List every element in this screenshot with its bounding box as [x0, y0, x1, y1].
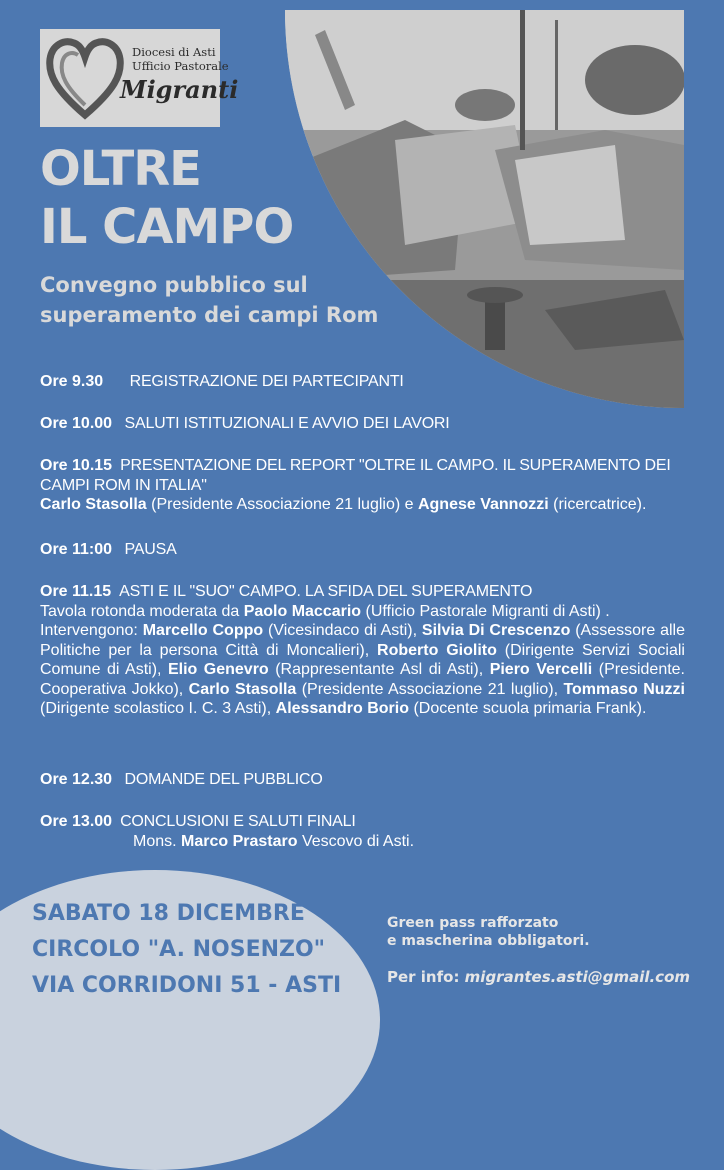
- subtitle-line-1: Convegno pubblico sul: [40, 273, 308, 297]
- item-text: PAUSA: [124, 541, 177, 558]
- event-title: [40, 140, 293, 256]
- speaker-role: (Docente scuola primaria Frank).: [409, 700, 647, 717]
- speaker-name: Agnese Vannozzi: [417, 496, 549, 513]
- item-text: PRESENTAZIONE DEL REPORT "OLTRE IL CAMPO. IL SUPERAMENTO DEI CAMPI ROM IN ITALIA": [40, 457, 671, 494]
- item-text: SALUTI ISTITUZIONALI E AVVIO DEI LAVORI: [124, 415, 450, 432]
- info-label: Per info:: [387, 968, 465, 986]
- speaker-role: (Rappresentante Asl di Asti),: [268, 661, 490, 678]
- speaker-name: Alessandro Borio: [275, 700, 409, 717]
- speaker-role: (Assessore alle Politiche per la persona Città di Moncalieri),: [40, 622, 686, 659]
- item-text: REGISTRAZIONE DEI PARTECIPANTI: [129, 373, 404, 390]
- program-item-2: [40, 414, 685, 434]
- contact-info: [387, 968, 690, 986]
- event-date: SABATO 18 DICEMBRE: [32, 901, 305, 926]
- program-item-1: [40, 372, 685, 392]
- speaker-role: (Presidente Associazione 21 luglio),: [296, 680, 564, 698]
- program-item-5: [40, 582, 685, 719]
- speakers-label: Intervengono:: [40, 622, 143, 639]
- logo-line-1: Diocesi di Asti: [132, 45, 216, 59]
- speaker-role: (ricercatrice).: [548, 496, 647, 513]
- bishop-role: Vescovo di Asti.: [297, 832, 415, 850]
- item-time: Ore 11.15: [40, 583, 112, 600]
- round-table-text: [40, 602, 685, 719]
- speaker-name: Elio Genevro: [167, 661, 269, 678]
- item-time: Ore 10.00: [40, 415, 113, 432]
- item-time: Ore 10.15: [40, 457, 113, 474]
- item-time: Ore 9.30: [40, 373, 104, 390]
- venue-name: CIRCOLO "A. NOSENZO": [32, 937, 326, 962]
- bishop-title: Mons.: [133, 832, 182, 850]
- speaker-role: (Dirigente Servizi Sociali Comune di Asti),: [40, 641, 685, 678]
- heart-logo-icon: [46, 35, 124, 121]
- event-subtitle: [40, 270, 378, 330]
- venue-address: VIA CORRIDONI 51 - ASTI: [32, 973, 342, 998]
- speaker-name: Piero Vercelli: [489, 661, 593, 678]
- item-time: Ore 13.00: [40, 813, 113, 830]
- logo-line-3: Migranti: [120, 75, 239, 104]
- camp-photo: [285, 10, 684, 408]
- logo-line-2: Ufficio Pastorale: [132, 59, 229, 73]
- moderator-role: (Ufficio Pastorale Migranti di Asti) .: [361, 602, 610, 620]
- program-item-6: [40, 770, 685, 790]
- diocese-logo: [40, 29, 239, 127]
- item-text: DOMANDE DEL PUBBLICO: [124, 771, 323, 788]
- speaker-name: Tommaso Nuzzi: [563, 680, 685, 698]
- item-text: CONCLUSIONI E SALUTI FINALI: [120, 813, 356, 830]
- program-item-7: [40, 812, 685, 851]
- contact-email-link[interactable]: migrantes.asti@gmail.com: [464, 968, 691, 986]
- note-line-1: Green pass rafforzato: [387, 915, 559, 931]
- speaker-role: (Presidente. Cooperativa Jokko),: [40, 661, 686, 698]
- subtitle-line-2: superamento dei campi Rom: [40, 303, 379, 327]
- note-line-2: e mascherina obbligatori.: [387, 933, 590, 949]
- title-line-1: OLTRE: [40, 141, 201, 197]
- speaker-name: Marcello Coppo: [142, 622, 264, 639]
- speaker-role: (Dirigente scolastico I. C. 3 Asti),: [40, 700, 276, 717]
- title-line-2: IL CAMPO: [40, 199, 294, 255]
- venue-block: [32, 896, 341, 1004]
- speaker-name: Silvia Di Crescenzo: [421, 622, 571, 639]
- bishop-name: Marco Prastaro: [181, 832, 298, 850]
- speaker-role: (Presidente Associazione 21 luglio) e: [146, 496, 418, 513]
- speaker-name: Carlo Stasolla: [188, 680, 297, 698]
- requirements-note: [387, 914, 590, 950]
- speaker-name: Roberto Giolito: [377, 641, 497, 659]
- item-time: Ore 12.30: [40, 771, 113, 788]
- speaker-role: (Vicesindaco di Asti),: [263, 622, 422, 639]
- item-text: ASTI E IL "SUO" CAMPO. LA SFIDA DEL SUPERAMENTO: [119, 583, 533, 600]
- item-time: Ore 11:00: [40, 541, 113, 558]
- moderator-label: Tavola rotonda moderata da: [40, 602, 244, 620]
- program-item-4: [40, 540, 685, 560]
- speaker-name: Carlo Stasolla: [40, 496, 147, 513]
- program-item-3: [40, 456, 685, 515]
- moderator-name: Paolo Maccario: [243, 602, 362, 620]
